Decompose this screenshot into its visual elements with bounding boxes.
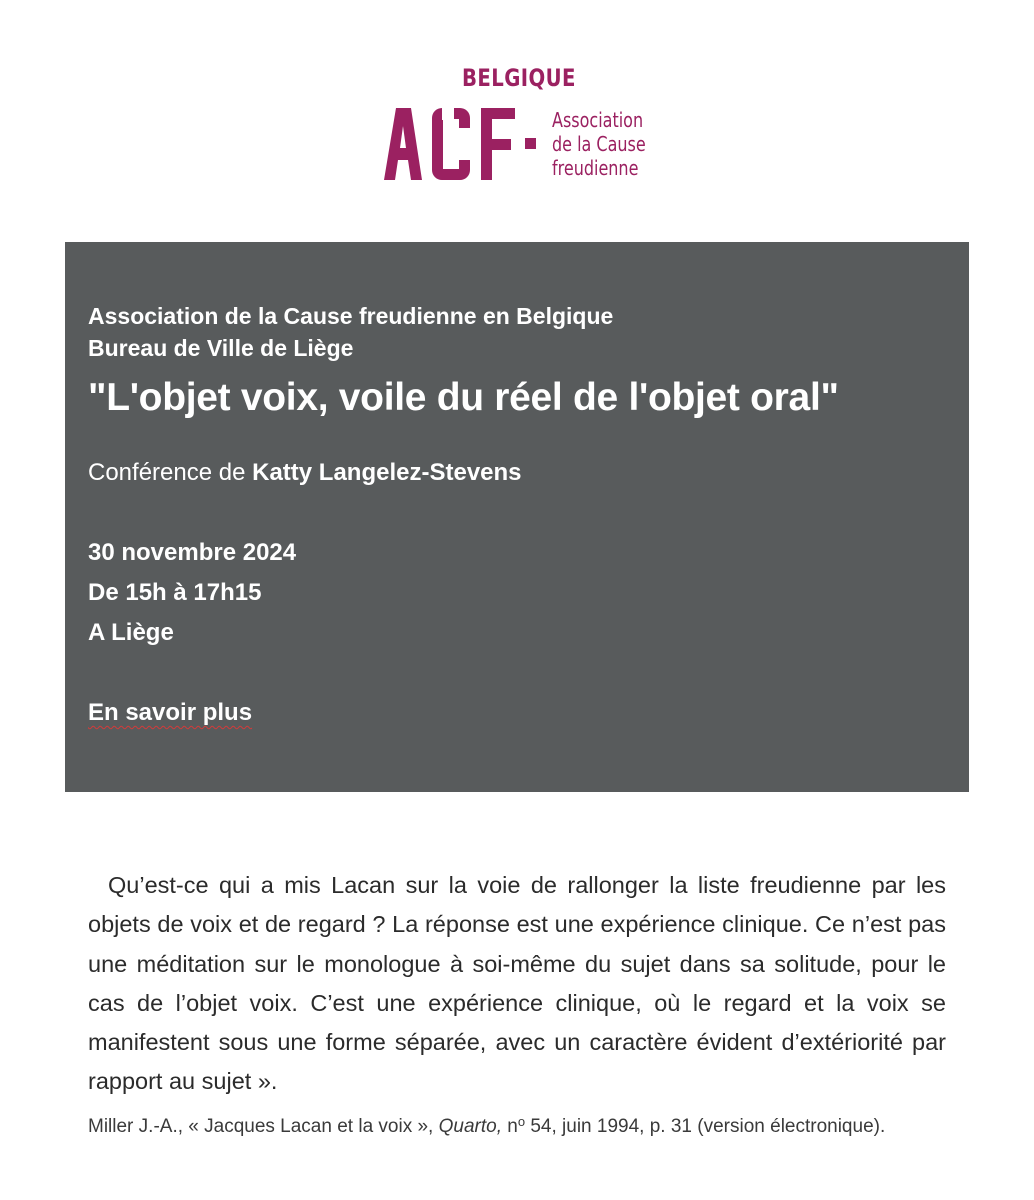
conference-line [88,457,522,489]
logo-country: BELGIQUE [462,64,576,92]
acf-logo-mark [384,108,544,182]
quote-citation [88,1106,946,1143]
logo-tagline-line1: Association [552,108,644,132]
event-date: 30 novembre 2024 [88,539,297,566]
acf-logo [384,64,664,184]
event-banner [65,242,969,792]
citation-journal: Quarto, [438,1116,502,1137]
bureau-name: Bureau de Ville de Liège [88,335,354,361]
logo-tagline [552,108,646,180]
learn-more-link[interactable]: En savoir plus [88,699,253,726]
citation-number-prefix: n [501,1116,518,1137]
quote-paragraph: Qu’est-ce qui a mis Lacan sur la voie de rallonger la liste freudienne par les objets de voix et de regard ? La réponse est une expérience clinique. Ce n’est pas une méditation sur le monologue à soi-même du sujet dans sa solitude, pour le cas de l’objet voix. C’est une expérience clinique, où le regard et la voix se manifestent sous une forme séparée, avec un caractère évident d’extériorité par rapport au sujet ». [88,872,946,1095]
logo-tagline-line3: freudienne [552,156,639,180]
speaker-name: Katty Langelez-Stevens [252,459,522,486]
citation-number-sup: o [517,1114,526,1129]
event-title: "L'objet voix, voile du réel de l'objet oral" [88,376,839,419]
organization-name: Association de la Cause freudienne en Belgique [88,303,614,329]
citation-rest: 54, juin 1994, p. 31 (version électronique). [525,1116,886,1137]
event-time: De 15h à 17h15 [88,579,262,606]
citation-author: Miller J.-A., « Jacques Lacan et la voix », [88,1116,439,1137]
logo-tagline-line2: de la Cause [552,132,646,156]
conference-prefix: Conférence de [88,459,253,486]
event-place: A Liège [88,619,174,646]
